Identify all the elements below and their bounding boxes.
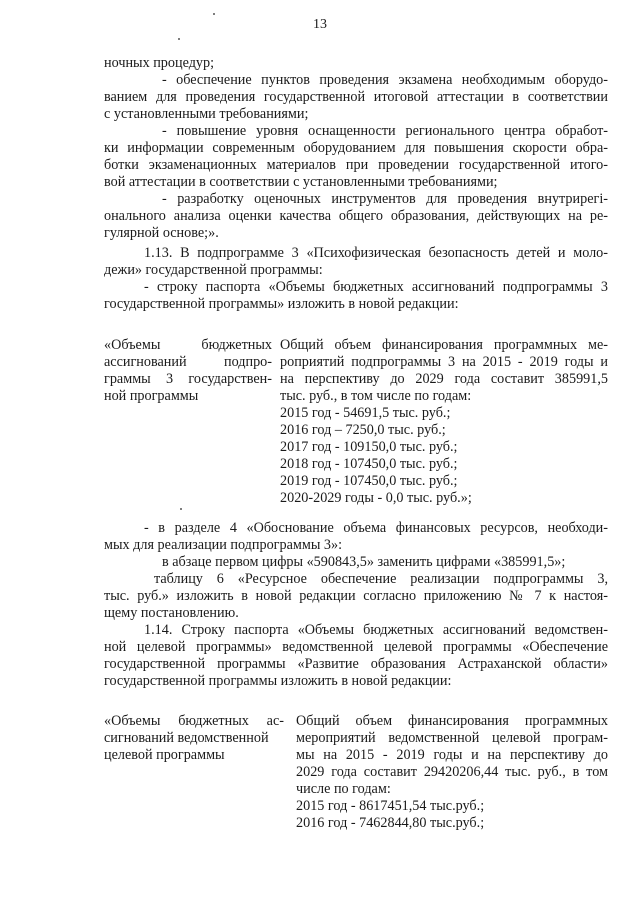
text-line: ванием для проведения государственной итоговой аттестации в соответствии (104, 89, 608, 105)
text-line: 2020-2029 годы - 0,0 тыс. руб.»; (280, 490, 472, 506)
table-value-cell (280, 337, 608, 507)
text-line: 2029 года составит 29420206,44 тыс. руб., в том (296, 764, 608, 780)
paragraph-block-2 (104, 520, 608, 690)
text-line: ботки экзаменационных материалов при проведении государственной итого- (104, 157, 608, 173)
table-value-cell (296, 713, 608, 832)
text-line: 2018 год - 107450,0 тыс. руб.; (280, 456, 458, 472)
text-line: гулярной основе;». (104, 225, 219, 241)
page-number: 13 (313, 17, 327, 32)
text-line: государственной программы «Развитие образования Астраханской области» (104, 656, 608, 672)
text-line: дежи» государственной программы: (104, 262, 323, 278)
text-line: 2016 год - 7462844,80 тыс.руб.; (296, 815, 485, 831)
text-line: таблицу 6 «Ресурсное обеспечение реализации подпрограммы 3, (154, 571, 608, 587)
text-line: - в разделе 4 «Обоснование объема финансовых ресурсов, необходи- (144, 520, 608, 536)
text-line: тыс. руб., в том числе по годам: (280, 388, 472, 404)
text-line: 1.13. В подпрограмме 3 «Психофизическая безопасность детей и моло- (144, 245, 608, 261)
text-line: 2017 год - 109150,0 тыс. руб.; (280, 439, 458, 455)
text-line: ной целевой программы» ведомственной целевой программы «Обеспечение (104, 639, 608, 655)
text-line: роприятий подпрограммы 3 на 2015 - 2019 годы и (280, 354, 608, 370)
text-line: Общий объем финансирования программных (296, 713, 608, 729)
text-line: в абзаце первом цифры «590843,5» заменить цифрами «385991,5»; (162, 554, 566, 570)
text-line: - строку паспорта «Объемы бюджетных ассигнований подпрограммы 3 (144, 279, 608, 295)
text-line: мероприятий ведомственной целевой програм- (296, 730, 608, 746)
text-line: 2016 год – 7250,0 тыс. руб.; (280, 422, 446, 438)
text-line: мых для реализации подпрограммы 3»: (104, 537, 343, 553)
text-line: - разработку оценочных инструментов для проведения внутрирегі- (162, 191, 608, 207)
text-line: 1.14. Строку паспорта «Объемы бюджетных ассигнований ведомствен- (144, 622, 608, 638)
text-line: мы на 2015 - 2019 годы и на перспективу до (296, 747, 608, 763)
text-line: - обеспечение пунктов проведения экзамена необходимым оборудо- (162, 72, 608, 88)
text-line: на перспективу до 2029 года составит 385991,5 (280, 371, 608, 387)
text-line: целевой программы (104, 747, 225, 763)
text-line: государственной программы изложить в новой редакции: (104, 673, 452, 689)
text-line: 2019 год - 107450,0 тыс. руб.; (280, 473, 458, 489)
table-label-cell (104, 713, 284, 764)
text-line: тыс. руб.» изложить в новой редакции согласно приложению № 7 к настоя- (104, 588, 608, 604)
text-line: вой аттестации в соответствии с установленными требованиями; (104, 174, 498, 190)
text-line: государственной программы» изложить в новой редакции: (104, 296, 459, 312)
text-line: ночных процедур; (104, 55, 215, 71)
text-line: Общий объем финансирования программных ме- (280, 337, 608, 353)
scan-speck (178, 38, 180, 40)
text-line: онального анализа оценки качества общего образования, действующих на ре- (104, 208, 608, 224)
text-line: «Объемы бюджетных ас- (104, 713, 284, 729)
text-line: ки информации современным оборудованием для повышения скорости обра- (104, 140, 608, 156)
text-line: 2015 год - 54691,5 тыс. руб.; (280, 405, 451, 421)
text-line: граммы 3 государствен- (104, 371, 272, 387)
paragraph-block-1 (104, 55, 608, 313)
text-line: - повышение уровня оснащенности регионального центра обработ- (162, 123, 608, 139)
text-line: 2015 год - 8617451,54 тыс.руб.; (296, 798, 485, 814)
text-line: ассигнований подпро- (104, 354, 272, 370)
text-line: с установленными требованиями; (104, 106, 309, 122)
scan-speck (180, 508, 182, 510)
table-label-cell (104, 337, 272, 405)
text-line: ной программы (104, 388, 199, 404)
scan-speck (213, 13, 215, 15)
text-line: «Объемы бюджетных (104, 337, 272, 353)
text-line: числе по годам: (296, 781, 391, 797)
text-line: щему постановлению. (104, 605, 239, 621)
text-line: сигнований ведомственной (104, 730, 269, 746)
